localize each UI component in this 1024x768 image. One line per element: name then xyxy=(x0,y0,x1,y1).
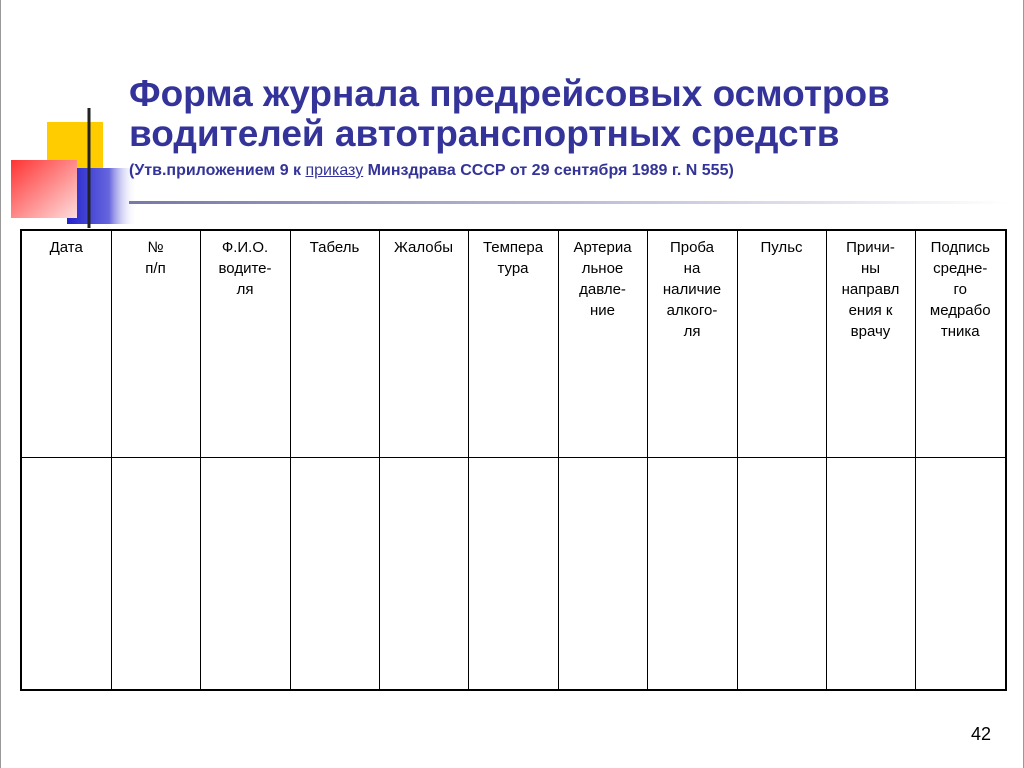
header-label: Ф.И.О. водите- ля xyxy=(218,239,272,298)
header-cell-tabel xyxy=(290,230,379,458)
header-cell-pulse xyxy=(737,230,826,458)
header-cell-blood-pressure xyxy=(558,230,647,458)
table-cell[interactable] xyxy=(379,458,468,691)
subtitle-text-after: Минздрава СССР от 29 сентября 1989 г. N 555) xyxy=(363,162,734,179)
table-cell[interactable] xyxy=(558,458,647,691)
header-label: Проба на наличие алкого- ля xyxy=(662,239,722,340)
header-cell-alcohol-test xyxy=(647,230,737,458)
header-cell-temperature xyxy=(468,230,558,458)
subtitle-text-before: (Утв.приложением 9 к xyxy=(129,162,306,179)
table-cell[interactable] xyxy=(290,458,379,691)
journal-form-table xyxy=(20,229,1007,691)
red-square xyxy=(11,160,77,218)
header-cell-number xyxy=(111,230,200,458)
header-label: Табель xyxy=(309,239,360,256)
table-row xyxy=(21,458,1006,691)
header-label: № п/п xyxy=(145,239,166,277)
header-label: Темпера тура xyxy=(482,239,544,277)
table-cell[interactable] xyxy=(647,458,737,691)
header-label: Причи- ны направл ения к врачу xyxy=(841,239,900,340)
table-cell[interactable] xyxy=(737,458,826,691)
table-cell[interactable] xyxy=(826,458,915,691)
slide-subtitle xyxy=(129,160,734,182)
blue-square xyxy=(67,168,137,224)
header-cell-referral-reasons xyxy=(826,230,915,458)
header-cell-driver-name xyxy=(200,230,290,458)
table-cell[interactable] xyxy=(111,458,200,691)
header-cell-date xyxy=(21,230,111,458)
header-label: Жалобы xyxy=(394,239,453,256)
table-cell[interactable] xyxy=(915,458,1006,691)
header-label: Пульс xyxy=(760,239,803,256)
header-label: Артериа льное давле- ние xyxy=(573,239,632,319)
header-cell-complaints xyxy=(379,230,468,458)
table-cell[interactable] xyxy=(200,458,290,691)
table-cell[interactable] xyxy=(468,458,558,691)
slide-title: Форма журнала предрейсовых осмотров водителей автотранспортных средств xyxy=(129,73,890,154)
header-label: Подпись средне- го медрабо тника xyxy=(929,239,991,340)
header-label: Дата xyxy=(49,239,83,256)
title-underline xyxy=(129,200,1009,206)
header-cell-nurse-signature xyxy=(915,230,1006,458)
table-cell[interactable] xyxy=(21,458,111,691)
order-link[interactable]: приказу xyxy=(305,162,364,179)
table-header-row xyxy=(21,230,1006,458)
page-number: 42 xyxy=(971,724,992,744)
